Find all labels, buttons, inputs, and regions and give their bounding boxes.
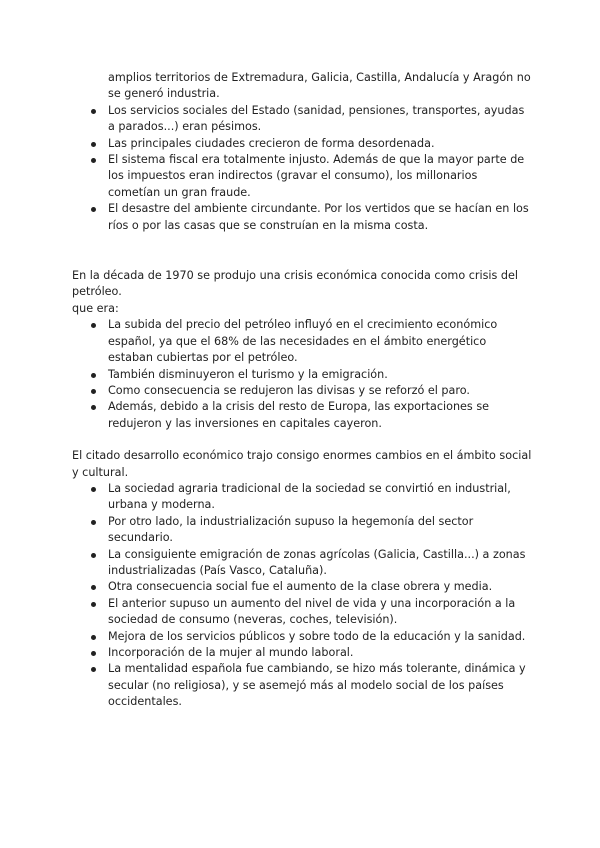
social-changes-list xyxy=(72,481,532,711)
oil-crisis-intro-continuation: que era: xyxy=(72,301,119,315)
list-item-text: Además, debido a la crisis del resto de Europa, las exportaciones se redujeron y las inversiones en capitales cayeron. xyxy=(108,400,490,430)
bullet-icon xyxy=(91,323,96,328)
list-item xyxy=(72,661,532,710)
bullet-icon xyxy=(91,207,96,212)
list-item xyxy=(72,514,532,547)
document-page xyxy=(72,70,532,711)
bullet-icon xyxy=(91,109,96,114)
list-item xyxy=(72,383,532,399)
bullet-icon xyxy=(91,520,96,525)
list-item-text: También disminuyeron el turismo y la emigración. xyxy=(108,367,388,381)
bullet-icon xyxy=(91,158,96,163)
list-item-text: Como consecuencia se redujeron las divisas y se reforzó el paro. xyxy=(108,383,470,397)
list-item-text: Otra consecuencia social fue el aumento de la clase obrera y media. xyxy=(108,580,493,594)
list-item-text: Por otro lado, la industrialización supuso la hegemonía del sector secundario. xyxy=(108,514,474,545)
list-item xyxy=(72,201,532,234)
bullet-icon xyxy=(91,667,96,672)
list-item xyxy=(72,645,532,661)
list-item xyxy=(72,399,532,432)
bullet-icon xyxy=(91,405,96,410)
bullet-icon xyxy=(91,602,96,607)
bullet-icon xyxy=(91,487,96,492)
list-item xyxy=(72,547,532,580)
bullet-icon xyxy=(91,553,96,558)
continued-bullet-text: amplios territorios de Extremadura, Galicia, Castilla, Andalucía y Aragón no se generó industria. xyxy=(108,71,531,101)
list-item xyxy=(72,136,532,152)
list-item-text: La subida del precio del petróleo influyó en el crecimiento económico español, ya que el 68% de las necesidades en el ámbito energético estaban cubiertas por el petróleo. xyxy=(108,318,498,365)
bullet-icon xyxy=(91,651,96,656)
problems-list xyxy=(72,103,532,234)
oil-crisis-intro: En la década de 1970 se produjo una crisis económica conocida como crisis del petróleo. xyxy=(72,269,519,299)
list-item xyxy=(72,152,532,201)
bullet-icon xyxy=(91,142,96,147)
bullet-icon xyxy=(91,373,96,378)
list-item xyxy=(72,579,532,595)
list-item-text: La consiguiente emigración de zonas agrícolas (Galicia, Castilla...) a zonas industrializadas (País Vasco, Cataluña). xyxy=(108,547,526,577)
list-item-text: La sociedad agraria tradicional de la sociedad se convirtió en industrial, urbana y moderna. xyxy=(108,481,511,512)
list-item-text: La mentalidad española fue cambiando, se hizo más tolerante, dinámica y secular (no religiosa), y se asemejó más al modelo social de los países occidentales. xyxy=(108,662,526,709)
list-item-text: El sistema fiscal era totalmente injusto. Además de que la mayor parte de los impuestos eran indirectos (gravar el consumo), los millonarios cometían un gran fraude. xyxy=(108,153,525,199)
list-item xyxy=(72,629,532,645)
bullet-icon xyxy=(91,635,96,640)
list-item-text: El anterior supuso un aumento del nivel de vida y una incorporación a la sociedad de consumo (neveras, coches, televisión). xyxy=(108,596,516,627)
bullet-icon xyxy=(91,585,96,590)
bullet-icon xyxy=(91,389,96,394)
list-item-text: Los servicios sociales del Estado (sanidad, pensiones, transportes, ayudas a parados...) eran pésimos. xyxy=(108,103,525,134)
list-item-text: Las principales ciudades crecieron de forma desordenada. xyxy=(108,136,435,150)
list-item-text: Incorporación de la mujer al mundo laboral. xyxy=(108,646,354,659)
list-item xyxy=(72,596,532,629)
list-item xyxy=(72,481,532,514)
list-item xyxy=(72,317,532,366)
list-item xyxy=(72,367,532,383)
list-item-text: Mejora de los servicios públicos y sobre todo de la educación y la sanidad. xyxy=(108,629,526,643)
oil-crisis-list xyxy=(72,317,532,432)
list-item xyxy=(72,103,532,136)
list-item-text: El desastre del ambiente circundante. Por los vertidos que se hacían en los ríos o por las casas que se construían en la misma costa. xyxy=(108,202,529,232)
social-changes-intro: El citado desarrollo económico trajo consigo enormes cambios en el ámbito social y cultural. xyxy=(72,449,532,479)
